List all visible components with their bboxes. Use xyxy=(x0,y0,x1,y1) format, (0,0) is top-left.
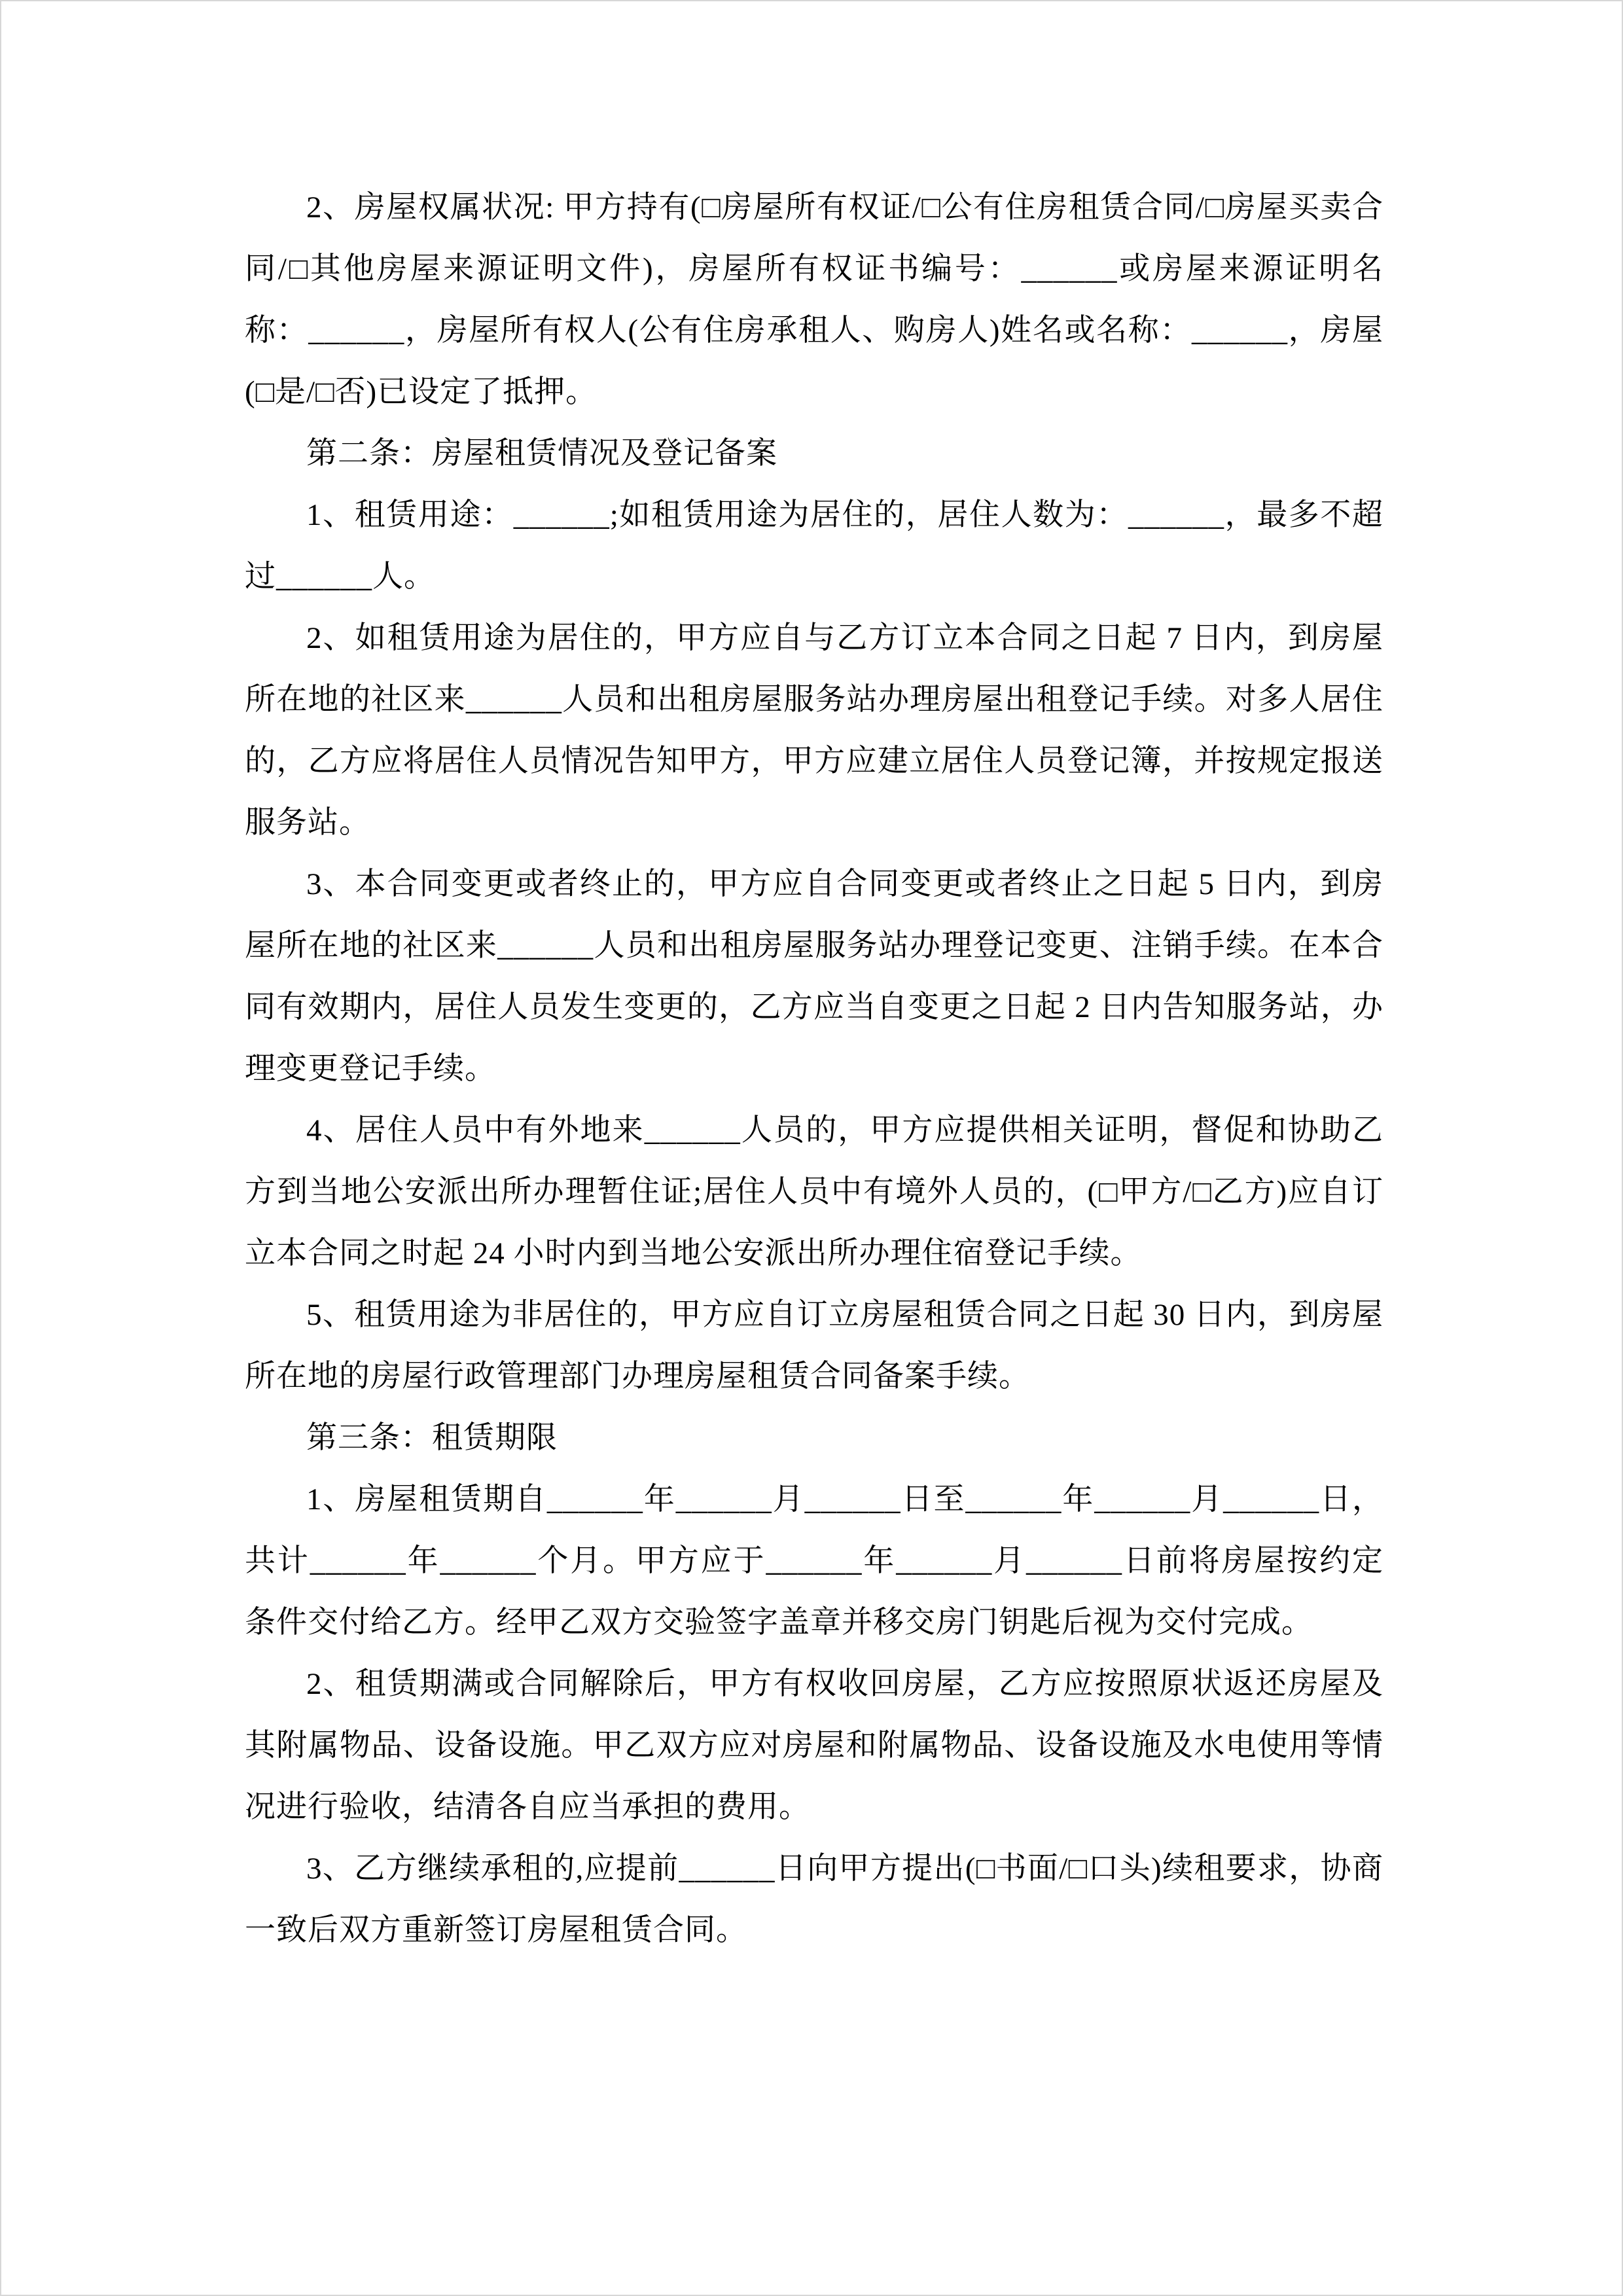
document-content xyxy=(245,177,1383,1961)
contract-paragraph-nonlocal-residents: 4、居住人员中有外地来______人员的，甲方应提供相关证明，督促和协助乙方到当地公安派出所办理暂住证;居住人员中有境外人员的，(□甲方/□乙方)应自订立本合同之时起 24 小时内到当地公安派出所办理住宿登记手续。 xyxy=(245,1113,1383,1270)
contract-paragraph-lease-term: 1、房屋租赁期自______年______月______日至______年______月______日，共计______年______个月。甲方应于______年______月______日前将房屋按约定条件交付给乙方。经甲乙双方交验签字盖章并移交房门钥匙后视为交付完成。 xyxy=(245,1482,1383,1640)
section-heading-article-2: 第二条：房屋租赁情况及登记备案 xyxy=(306,437,777,471)
contract-paragraph-lease-expiry: 2、租赁期满或合同解除后，甲方有权收回房屋，乙方应按照原状返还房屋及其附属物品、设备设施。甲乙双方应对房屋和附属物品、设备设施及水电使用等情况进行验收，结清各自应当承担的费用。 xyxy=(245,1667,1383,1824)
contract-paragraph-ownership-status: 2、房屋权属状况: 甲方持有(□房屋所有权证/□公有住房租赁合同/□房屋买卖合同/□其他房屋来源证明文件)，房屋所有权证书编号：______或房屋来源证明名称：______，房屋所有权人(公有住房承租人、购房人)姓名或名称：______，房屋(□是/□否)已设定了抵押。 xyxy=(245,190,1383,409)
contract-paragraph-lease-purpose: 1、租赁用途：______;如租赁用途为居住的，居住人数为：______，最多不超过______人。 xyxy=(245,498,1383,594)
contract-paragraph-residence-registration: 2、如租赁用途为居住的，甲方应自与乙方订立本合同之日起 7 日内，到房屋所在地的社区来______人员和出租房屋服务站办理房屋出租登记手续。对多人居住的，乙方应将居住人员情况告知甲方，甲方应建立居住人员登记簿，并按规定报送服务站。 xyxy=(245,621,1383,840)
contract-paragraph-change-termination: 3、本合同变更或者终止的，甲方应自合同变更或者终止之日起 5 日内，到房屋所在地的社区来______人员和出租房屋服务站办理登记变更、注销手续。在本合同有效期内，居住人员发生变更的，乙方应当自变更之日起 2 日内告知服务站，办理变更登记手续。 xyxy=(245,867,1383,1086)
contract-paragraph-renewal: 3、乙方继续承租的,应提前______日向甲方提出(□书面/□口头)续租要求，协商一致后双方重新签订房屋租赁合同。 xyxy=(245,1852,1383,1947)
contract-paragraph-nonresidential-filing: 5、租赁用途为非居住的，甲方应自订立房屋租赁合同之日起 30 日内，到房屋所在地的房屋行政管理部门办理房屋租赁合同备案手续。 xyxy=(245,1298,1383,1393)
section-heading-article-3: 第三条：租赁期限 xyxy=(306,1421,558,1455)
